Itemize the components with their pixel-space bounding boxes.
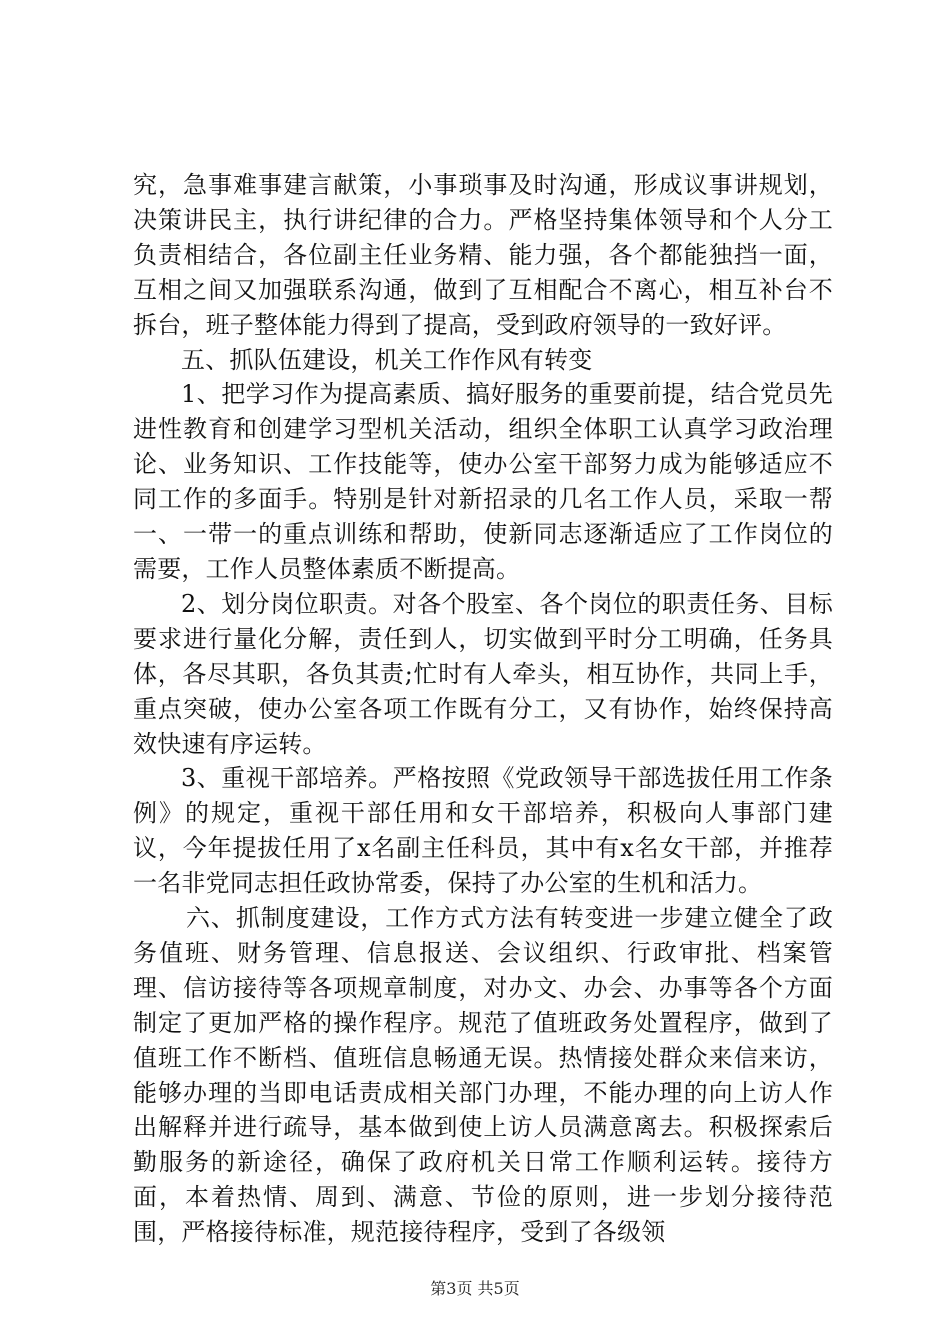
page-total: 共5页 <box>477 1279 520 1298</box>
paragraph-item-3: 3、重视干部培养。严格按照《党政领导干部选拔任用工作条例》的规定，重视干部任用和女干部培养，积极向人事部门建议，今年提拔任用了x名副主任科员，其中有x名女干部，并推荐一名非党同志担任政协常委，保持了办公室的生机和活力。 <box>133 764 833 898</box>
section-heading-five: 五、抓队伍建设，机关工作作风有转变 <box>181 345 593 374</box>
section-heading-six-paragraph: 六、抓制度建设，工作方式方法有转变进一步建立健全了政务值班、财务管理、信息报送、会议组织、行政审批、档案管理、信访接待等各项规章制度，对办文、办会、办事等各个方面制定了更加严格的操作程序。规范了值班政务处置程序，做到了值班工作不断档、值班信息畅通无误。热情接处群众来信来访，能够办理的当即电话责成相关部门办理，不能办理的向上访人作出解释并进行疏导，基本做到使上访人员满意离去。积极探索后勤服务的新途径，确保了政府机关日常工作顺利运转。接待方面，本着热情、周到、满意、节俭的原则，进一步划分接待范围，严格接待标准，规范接待程序，受到了各级领 <box>133 904 833 1247</box>
document-body <box>133 168 833 1250</box>
page-number: 第3页 <box>430 1279 473 1298</box>
page-footer <box>0 1276 950 1299</box>
paragraph-item-1: 1、把学习作为提高素质、搞好服务的重要前提，结合党员先进性教育和创建学习型机关活动，组织全体职工认真学习政治理论、业务知识、工作技能等，使办公室干部努力成为能够适应不同工作的多面手。特别是针对新招录的几名工作人员，采取一帮一、一带一的重点训练和帮助，使新同志逐渐适应了工作岗位的需要，工作人员整体素质不断提高。 <box>133 380 833 583</box>
paragraph-continuation: 究，急事难事建言献策，小事琐事及时沟通，形成议事讲规划，决策讲民主，执行讲纪律的合力。严格坚持集体领导和个人分工负责相结合，各位副主任业务精、能力强，各个都能独挡一面，互相之间又加强联系沟通，做到了互相配合不离心，相互补台不拆台，班子整体能力得到了提高，受到政府领导的一致好评。 <box>133 171 833 339</box>
paragraph-item-2: 2、划分岗位职责。对各个股室、各个岗位的职责任务、目标要求进行量化分解，责任到人，切实做到平时分工明确，任务具体，各尽其职，各负其责;忙时有人牵头，相互协作，共同上手，重点突破，使办公室各项工作既有分工，又有协作，始终保持高效快速有序运转。 <box>133 589 833 758</box>
